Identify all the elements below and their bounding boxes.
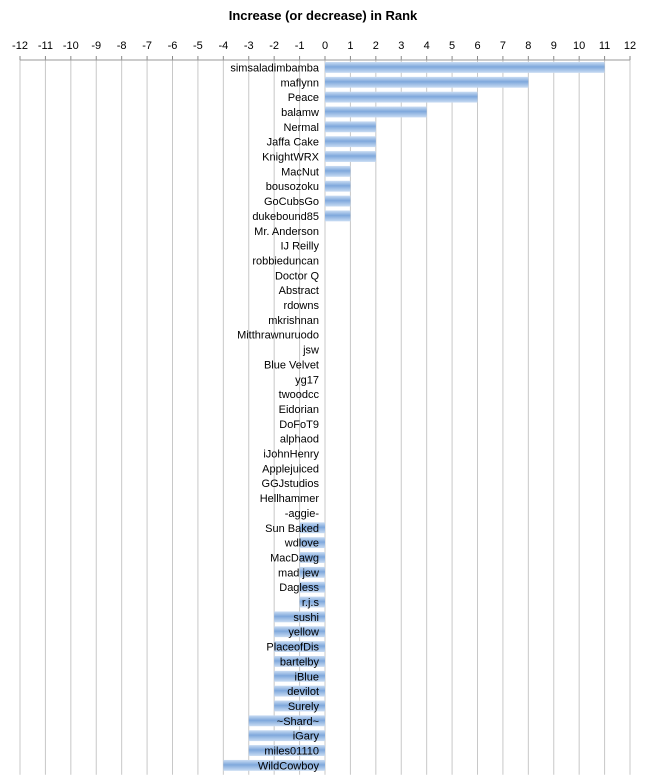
bar	[325, 121, 376, 132]
category-label: twoodcc	[278, 389, 319, 402]
category-label: rdowns	[283, 300, 319, 313]
x-tick-label: 1	[347, 40, 354, 52]
x-tick-label: 2	[372, 40, 379, 52]
category-label: iGary	[292, 730, 319, 743]
category-label: Surely	[287, 700, 319, 713]
category-label: iJohnHenry	[263, 448, 319, 461]
x-tick-label: -3	[243, 40, 254, 52]
category-label: DoFoT9	[279, 418, 319, 431]
category-label: Jaffa Cake	[266, 136, 319, 149]
x-tick-label: 0	[321, 40, 329, 52]
bar	[325, 151, 376, 162]
bar	[325, 166, 350, 177]
x-tick-label: 5	[449, 40, 456, 52]
category-label: Hellhammer	[259, 493, 319, 506]
category-label: mad jew	[278, 567, 319, 580]
category-label: WildCowboy	[257, 760, 319, 773]
x-tick-label: 10	[573, 40, 586, 52]
category-label: alphaod	[279, 433, 319, 446]
category-label: jsw	[303, 344, 319, 357]
x-tick-label: 11	[598, 40, 611, 52]
category-label: miles01110	[264, 745, 319, 758]
category-label: Peace	[287, 92, 319, 105]
bar	[325, 77, 528, 88]
category-label: Abstract	[278, 285, 319, 298]
bar	[325, 136, 376, 147]
category-label: devilot	[287, 686, 319, 699]
bar	[325, 211, 350, 222]
category-label: Eidorian	[278, 403, 319, 416]
category-label: Doctor Q	[274, 270, 319, 283]
x-tick-label: -10	[62, 40, 79, 52]
category-label: yg17	[295, 374, 319, 387]
bar	[325, 196, 350, 207]
x-tick-label: -6	[167, 40, 178, 52]
x-tick-label: -5	[193, 40, 203, 52]
x-tick-label: -12	[12, 40, 28, 52]
category-label: MacDawg	[270, 552, 319, 565]
category-label: -aggie-	[284, 507, 319, 520]
category-label: Mitthrawnuruodo	[237, 329, 319, 342]
x-tick-label: -1	[294, 40, 305, 52]
category-label: Sun Baked	[265, 522, 319, 535]
category-label: GoCubsGo	[263, 196, 319, 209]
category-label: Dagless	[279, 582, 319, 595]
category-label: robbieduncan	[252, 255, 319, 268]
category-label: simsaladimbamba	[230, 62, 319, 75]
category-label: KnightWRX	[262, 151, 319, 164]
category-label: dukebound85	[252, 210, 319, 223]
category-label: Applejuiced	[262, 463, 319, 476]
bar	[325, 181, 350, 192]
category-label: mkrishnan	[268, 314, 319, 327]
category-label: wdlove	[284, 537, 319, 550]
category-label: sushi	[293, 611, 319, 624]
x-axis-ticks	[12, 40, 636, 60]
category-label: yellow	[288, 626, 319, 639]
x-tick-label: -11	[37, 40, 53, 52]
category-label: maflynn	[280, 77, 319, 90]
bar	[325, 62, 605, 73]
x-tick-label: -2	[269, 40, 280, 52]
x-tick-label: 8	[525, 40, 532, 52]
x-tick-label: -9	[91, 40, 102, 52]
x-tick-label: 6	[474, 40, 481, 52]
x-tick-label: 7	[499, 40, 506, 52]
bar	[325, 107, 427, 118]
category-label: Blue Velvet	[263, 359, 319, 372]
x-tick-label: 12	[623, 40, 637, 52]
x-tick-label: 3	[398, 40, 405, 52]
category-label: balamw	[281, 106, 319, 119]
category-label: IJ Reilly	[280, 240, 319, 253]
x-tick-label: 4	[423, 40, 430, 52]
category-label: Nermal	[283, 121, 319, 134]
category-label: Mr. Anderson	[254, 225, 319, 238]
bar	[325, 92, 478, 103]
category-label: bartelby	[279, 656, 319, 669]
x-tick-label: -8	[116, 40, 127, 52]
category-label: MacNut	[281, 166, 319, 179]
x-tick-label: 9	[550, 40, 557, 52]
category-label: ~Shard~	[276, 715, 319, 728]
chart-title: Increase (or decrease) in Rank	[228, 8, 418, 23]
category-label: r.j.s	[301, 597, 319, 610]
category-label: bousozoku	[265, 181, 319, 194]
category-label: PlaceofDis	[266, 641, 319, 654]
category-label: GGJstudios	[261, 478, 319, 491]
x-tick-label: -7	[142, 40, 152, 52]
category-label: iBlue	[294, 671, 319, 684]
x-tick-label: -4	[218, 40, 229, 52]
